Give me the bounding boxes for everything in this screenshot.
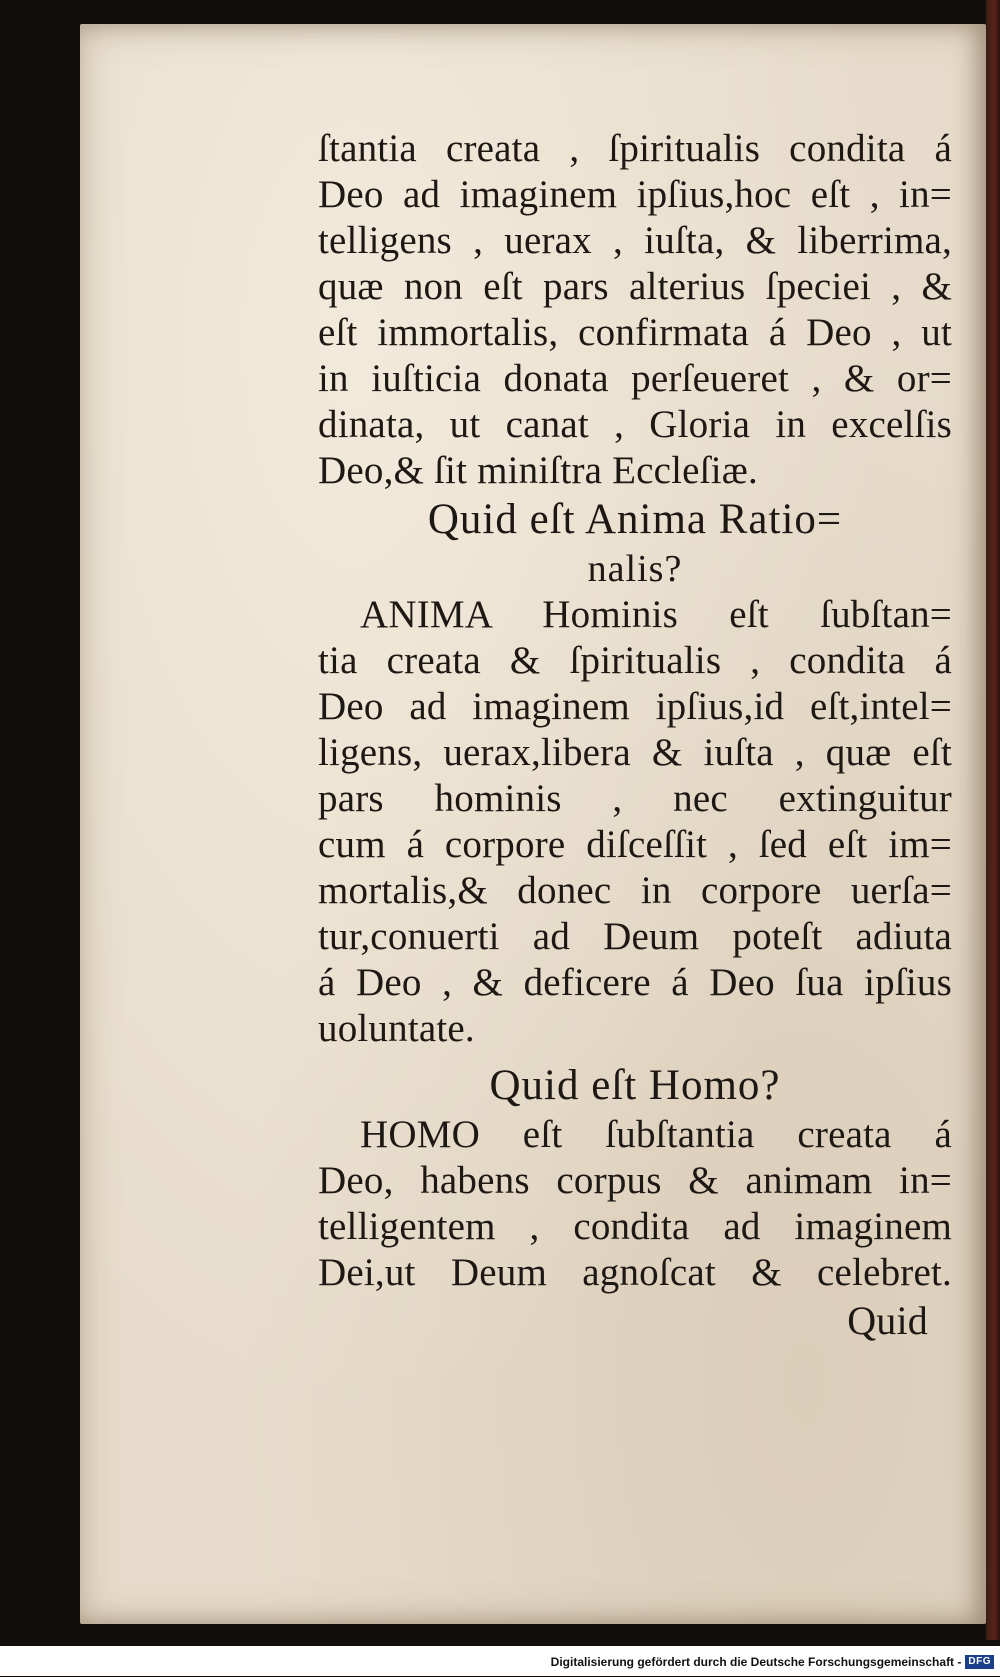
dfg-logo: DFG xyxy=(965,1655,994,1669)
text-line: ligens, uerax,libera & iuſta , quæ eſt xyxy=(318,731,952,774)
text-line: Deo, habens corpus & animam in= xyxy=(318,1159,952,1202)
text-line: quæ non eſt pars alterius ſpeciei , & xyxy=(318,265,952,308)
catchword: Quid xyxy=(847,1298,928,1343)
text-line: dinata, ut canat , Gloria in excelſis xyxy=(318,403,952,446)
section-heading-homo: Quid eſt Homo? xyxy=(489,1062,781,1109)
text-line: cum á corpore diſceſſit , ſed eſt im= xyxy=(318,823,952,866)
text-line: eſt immortalis, confirmata á Deo , ut xyxy=(318,311,952,354)
text-line: in iuſticia donata perſeueret , & or= xyxy=(318,357,952,400)
text-line: telligens , uerax , iuſta, & liberrima, xyxy=(318,219,952,262)
text-line: mortalis,& donec in corpore uerſa= xyxy=(318,869,952,912)
text-line: Deo,& ſit miniſtra Eccleſiæ. xyxy=(318,449,758,492)
section-heading-anima-cont: nalis? xyxy=(587,548,683,590)
text-line: tia creata & ſpiritualis , condita á xyxy=(318,639,952,682)
text-line: tur,conuerti ad Deum poteſt adiuta xyxy=(318,915,952,958)
footer-credit-text: Digitalisierung gefördert durch die Deutsche Forschungsgemeinschaft - xyxy=(550,1654,962,1669)
text-line: Deo ad imaginem ipſius,hoc eſt , in= xyxy=(318,173,952,216)
text-line: ANIMA Hominis eſt ſubſtan= xyxy=(360,593,952,636)
text-line: HOMO eſt ſubſtantia creata á xyxy=(360,1113,952,1156)
text-line: á Deo , & deficere á Deo ſua ipſius xyxy=(318,961,952,1004)
text-line: uoluntate. xyxy=(318,1007,475,1050)
text-line: pars hominis , nec extinguitur xyxy=(318,777,952,820)
text-line: telligentem , condita ad imaginem xyxy=(318,1205,952,1248)
digitization-footer xyxy=(0,1646,1000,1676)
text-line: Dei,ut Deum agnoſcat & celebret. xyxy=(318,1251,952,1294)
text-line: Deo ad imaginem ipſius,id eſt,intel= xyxy=(318,685,952,728)
page-text xyxy=(318,126,952,1346)
text-line: ſtantia creata , ſpiritualis condita á xyxy=(318,127,952,170)
section-heading-anima: Quid eſt Anima Ratio= xyxy=(427,496,843,543)
book-cover-edge xyxy=(986,0,1000,1640)
